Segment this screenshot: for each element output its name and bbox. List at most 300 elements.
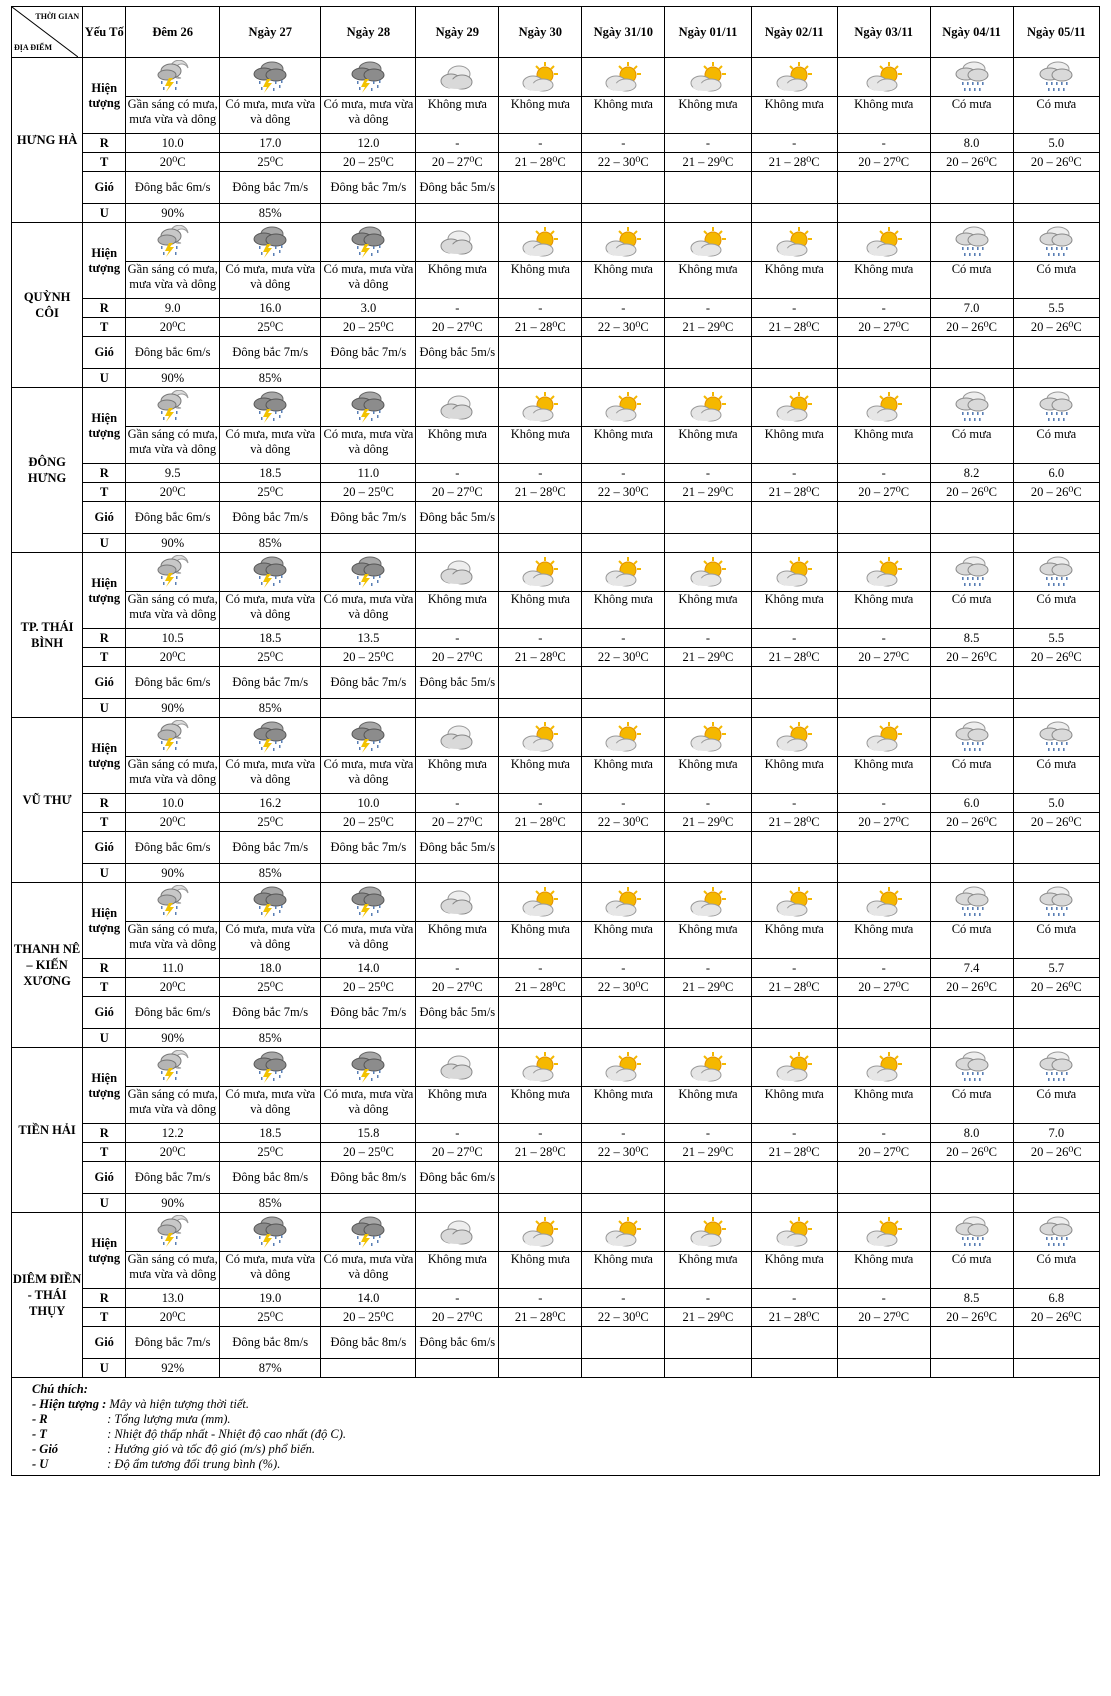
phenomenon-text: Có mưa	[1013, 757, 1099, 794]
thunderstorm-icon	[252, 1215, 288, 1249]
weather-icon-cell	[1013, 223, 1099, 262]
thunderstorm-icon	[350, 1215, 386, 1249]
rain-value: 17.0	[220, 134, 321, 153]
wind-value	[582, 172, 665, 204]
rain-value: -	[499, 794, 582, 813]
wind-value	[751, 667, 837, 699]
weather-icon-cell	[416, 1048, 499, 1087]
wind-value	[665, 172, 751, 204]
humidity-value	[582, 699, 665, 718]
day-header: Ngày 03/11	[837, 7, 930, 58]
phenomenon-text: Có mưa	[1013, 97, 1099, 134]
hien-text-row	[12, 262, 1100, 299]
row-label-u: U	[83, 369, 126, 388]
thunderstorm-icon	[350, 555, 386, 589]
temperature-value: 20 – 27⁰C	[837, 813, 930, 832]
temperature-value: 21 – 28⁰C	[751, 648, 837, 667]
temperature-value: 25⁰C	[220, 1308, 321, 1327]
note-key: - Hiện tượng :	[32, 1397, 107, 1411]
rain-row	[12, 794, 1100, 813]
row-label-u: U	[83, 204, 126, 223]
wind-value	[665, 667, 751, 699]
rain-icon	[1038, 555, 1074, 589]
phenomenon-text: Không mưa	[751, 1087, 837, 1124]
temperature-value: 25⁰C	[220, 648, 321, 667]
row-label-r: R	[83, 959, 126, 978]
header-row	[12, 7, 1100, 58]
row-label-r: R	[83, 464, 126, 483]
night-thunderstorm-icon	[155, 720, 191, 754]
rain-value: 8.5	[930, 629, 1013, 648]
temperature-value: 20 – 26⁰C	[1013, 1308, 1099, 1327]
temperature-value: 20 – 26⁰C	[1013, 483, 1099, 502]
wind-value: Đông bắc 6m/s	[126, 997, 220, 1029]
humidity-value	[665, 699, 751, 718]
row-label-hien: Hiện tượng	[83, 718, 126, 794]
note-value: : Nhiệt độ thấp nhất - Nhiệt độ cao nhất (độ C).	[107, 1427, 346, 1441]
phenomenon-text: Không mưa	[499, 97, 582, 134]
temperature-row	[12, 1143, 1100, 1162]
rain-value: 10.5	[126, 629, 220, 648]
rain-value: -	[665, 464, 751, 483]
temperature-value: 21 – 29⁰C	[665, 1308, 751, 1327]
wind-value	[751, 502, 837, 534]
note-value: Mây và hiện tượng thời tiết.	[109, 1397, 249, 1411]
temperature-value: 20 – 26⁰C	[930, 648, 1013, 667]
weather-icon-cell	[499, 883, 582, 922]
phenomenon-text: Không mưa	[416, 592, 499, 629]
wind-value	[499, 1162, 582, 1194]
row-label-hien: Hiện tượng	[83, 1213, 126, 1289]
rain-value: -	[416, 794, 499, 813]
rain-value: 11.0	[126, 959, 220, 978]
rain-value: 18.5	[220, 464, 321, 483]
humidity-value: 90%	[126, 864, 220, 883]
rain-icon	[1038, 1215, 1074, 1249]
temperature-value: 25⁰C	[220, 978, 321, 997]
row-label-r: R	[83, 1289, 126, 1308]
wind-value	[499, 1327, 582, 1359]
wind-value: Đông bắc 7m/s	[220, 997, 321, 1029]
phenomenon-text: Không mưa	[582, 757, 665, 794]
phenomenon-text: Có mưa, mưa vừa và dông	[321, 922, 416, 959]
wind-value	[1013, 1162, 1099, 1194]
weather-icon-cell	[321, 58, 416, 97]
rain-icon	[954, 885, 990, 919]
rain-value: 12.0	[321, 134, 416, 153]
humidity-value: 85%	[220, 369, 321, 388]
phenomenon-text: Có mưa, mưa vừa và dông	[321, 757, 416, 794]
note-key: - U	[32, 1457, 49, 1471]
thunderstorm-icon	[252, 225, 288, 259]
rain-value: -	[837, 1289, 930, 1308]
temperature-value: 25⁰C	[220, 813, 321, 832]
rain-value: 6.0	[1013, 464, 1099, 483]
temperature-value: 20 – 27⁰C	[837, 153, 930, 172]
icon-row	[12, 718, 1100, 757]
day-header: Đêm 26	[126, 7, 220, 58]
night-thunderstorm-icon	[155, 885, 191, 919]
humidity-value	[751, 1029, 837, 1048]
temperature-row	[12, 648, 1100, 667]
phenomenon-text: Gần sáng có mưa, mưa vừa và dông	[126, 1252, 220, 1289]
wind-value: Đông bắc 7m/s	[220, 337, 321, 369]
humidity-value	[665, 369, 751, 388]
temperature-value: 21 – 29⁰C	[665, 978, 751, 997]
weather-icon-cell	[499, 223, 582, 262]
wind-value	[837, 337, 930, 369]
thunderstorm-icon	[252, 885, 288, 919]
humidity-value	[582, 864, 665, 883]
temperature-value: 20 – 25⁰C	[321, 1308, 416, 1327]
row-label-u: U	[83, 534, 126, 553]
weather-icon-cell	[499, 1213, 582, 1252]
temperature-value: 20⁰C	[126, 1308, 220, 1327]
sunny-cloud-icon	[689, 556, 727, 588]
temperature-value: 22 – 30⁰C	[582, 978, 665, 997]
phenomenon-text: Có mưa	[1013, 922, 1099, 959]
wind-value: Đông bắc 5m/s	[416, 997, 499, 1029]
humidity-row	[12, 1194, 1100, 1213]
hien-text-row	[12, 97, 1100, 134]
rain-value: -	[665, 629, 751, 648]
rain-value: -	[499, 134, 582, 153]
temperature-value: 20 – 27⁰C	[837, 1143, 930, 1162]
weather-icon-cell	[665, 1048, 751, 1087]
humidity-value	[665, 204, 751, 223]
phenomenon-text: Có mưa, mưa vừa và dông	[321, 1087, 416, 1124]
day-header: Ngày 30	[499, 7, 582, 58]
cloudy-icon	[439, 227, 475, 257]
humidity-value	[1013, 534, 1099, 553]
phenomenon-text: Có mưa	[1013, 427, 1099, 464]
rain-value: 5.0	[1013, 794, 1099, 813]
row-label-gio: Gió	[83, 997, 126, 1029]
phenomenon-text: Có mưa	[930, 1252, 1013, 1289]
phenomenon-text: Không mưa	[665, 592, 751, 629]
wind-value	[582, 667, 665, 699]
temperature-value: 20 – 27⁰C	[837, 648, 930, 667]
rain-value: -	[582, 1289, 665, 1308]
temperature-value: 20 – 26⁰C	[930, 1308, 1013, 1327]
day-header: Ngày 05/11	[1013, 7, 1099, 58]
temperature-value: 21 – 28⁰C	[751, 978, 837, 997]
temperature-value: 20 – 26⁰C	[930, 813, 1013, 832]
humidity-value	[1013, 369, 1099, 388]
rain-value: -	[837, 959, 930, 978]
wind-value	[837, 832, 930, 864]
rain-value: 3.0	[321, 299, 416, 318]
humidity-value	[930, 699, 1013, 718]
forecast-body	[12, 58, 1100, 1378]
sunny-cloud-icon	[775, 721, 813, 753]
temperature-value: 21 – 28⁰C	[751, 1308, 837, 1327]
humidity-value	[930, 1029, 1013, 1048]
row-label-gio: Gió	[83, 172, 126, 204]
temperature-value: 20 – 27⁰C	[416, 1308, 499, 1327]
humidity-value	[321, 1194, 416, 1213]
rain-row	[12, 1289, 1100, 1308]
icon-row	[12, 388, 1100, 427]
rain-value: -	[582, 959, 665, 978]
weather-icon-cell	[1013, 58, 1099, 97]
wind-value	[930, 832, 1013, 864]
night-thunderstorm-icon	[155, 1050, 191, 1084]
thunderstorm-icon	[350, 720, 386, 754]
temperature-value: 20 – 25⁰C	[321, 648, 416, 667]
weather-icon-cell	[837, 58, 930, 97]
phenomenon-text: Không mưa	[751, 1252, 837, 1289]
wind-value	[1013, 832, 1099, 864]
wind-value: Đông bắc 7m/s	[321, 337, 416, 369]
humidity-value	[751, 204, 837, 223]
thunderstorm-icon	[350, 60, 386, 94]
wind-value	[837, 667, 930, 699]
phenomenon-text: Không mưa	[416, 262, 499, 299]
notes-list	[32, 1397, 1089, 1472]
icon-row	[12, 1213, 1100, 1252]
weather-icon-cell	[126, 388, 220, 427]
temperature-value: 20⁰C	[126, 153, 220, 172]
thunderstorm-icon	[252, 60, 288, 94]
temperature-value: 20 – 26⁰C	[930, 1143, 1013, 1162]
sunny-cloud-icon	[865, 226, 903, 258]
phenomenon-text: Có mưa	[1013, 1252, 1099, 1289]
location-name: VŨ THƯ	[12, 718, 83, 883]
humidity-value	[751, 1194, 837, 1213]
wind-value: Đông bắc 7m/s	[321, 997, 416, 1029]
rain-value: 16.0	[220, 299, 321, 318]
weather-icon-cell	[126, 553, 220, 592]
temperature-row	[12, 483, 1100, 502]
temperature-value: 20 – 26⁰C	[1013, 648, 1099, 667]
row-label-gio: Gió	[83, 1327, 126, 1359]
sunny-cloud-icon	[689, 721, 727, 753]
temperature-value: 20 – 25⁰C	[321, 1143, 416, 1162]
weather-icon-cell	[416, 883, 499, 922]
temperature-value: 21 – 29⁰C	[665, 483, 751, 502]
humidity-value: 90%	[126, 204, 220, 223]
sunny-cloud-icon	[775, 1216, 813, 1248]
humidity-value	[499, 864, 582, 883]
night-thunderstorm-icon	[155, 60, 191, 94]
wind-value	[582, 337, 665, 369]
day-header: Ngày 04/11	[930, 7, 1013, 58]
rain-value: 11.0	[321, 464, 416, 483]
row-label-t: T	[83, 978, 126, 997]
phenomenon-text: Không mưa	[751, 757, 837, 794]
rain-value: -	[837, 299, 930, 318]
weather-icon-cell	[665, 718, 751, 757]
wind-value: Đông bắc 5m/s	[416, 172, 499, 204]
rain-value: 6.0	[930, 794, 1013, 813]
humidity-value	[582, 369, 665, 388]
humidity-value	[321, 1359, 416, 1378]
rain-value: -	[837, 134, 930, 153]
temperature-value: 25⁰C	[220, 318, 321, 337]
weather-icon-cell	[220, 1213, 321, 1252]
wind-value	[665, 1162, 751, 1194]
wind-value: Đông bắc 6m/s	[126, 172, 220, 204]
rain-value: -	[751, 464, 837, 483]
phenomenon-text: Không mưa	[416, 1252, 499, 1289]
rain-value: 10.0	[126, 134, 220, 153]
cloudy-icon	[439, 887, 475, 917]
rain-row	[12, 1124, 1100, 1143]
weather-icon-cell	[837, 553, 930, 592]
night-thunderstorm-icon	[155, 225, 191, 259]
rain-value: -	[499, 959, 582, 978]
icon-row	[12, 1048, 1100, 1087]
rain-value: -	[837, 464, 930, 483]
row-label-r: R	[83, 629, 126, 648]
weather-icon-cell	[126, 1048, 220, 1087]
sunny-cloud-icon	[689, 886, 727, 918]
wind-value	[499, 502, 582, 534]
weather-icon-cell	[1013, 718, 1099, 757]
note-item	[32, 1457, 1089, 1472]
temperature-value: 21 – 28⁰C	[751, 483, 837, 502]
wind-value: Đông bắc 7m/s	[220, 502, 321, 534]
humidity-value	[582, 204, 665, 223]
sunny-cloud-icon	[604, 391, 642, 423]
humidity-value	[665, 534, 751, 553]
row-label-u: U	[83, 1029, 126, 1048]
phenomenon-text: Không mưa	[837, 922, 930, 959]
humidity-row	[12, 534, 1100, 553]
humidity-value: 90%	[126, 699, 220, 718]
phenomenon-text: Gần sáng có mưa, mưa vừa và dông	[126, 97, 220, 134]
phenomenon-text: Gần sáng có mưa, mưa vừa và dông	[126, 1087, 220, 1124]
phenomenon-text: Không mưa	[582, 922, 665, 959]
rain-value: 10.0	[321, 794, 416, 813]
weather-icon-cell	[751, 388, 837, 427]
sunny-cloud-icon	[865, 61, 903, 93]
temperature-value: 20⁰C	[126, 813, 220, 832]
weather-icon-cell	[499, 58, 582, 97]
rain-icon	[1038, 60, 1074, 94]
weather-icon-cell	[416, 388, 499, 427]
rain-icon	[954, 1050, 990, 1084]
sunny-cloud-icon	[775, 391, 813, 423]
temperature-value: 21 – 28⁰C	[751, 153, 837, 172]
wind-value	[665, 337, 751, 369]
temperature-value: 20 – 27⁰C	[837, 483, 930, 502]
sunny-cloud-icon	[604, 1216, 642, 1248]
wind-value: Đông bắc 5m/s	[416, 832, 499, 864]
phenomenon-text: Không mưa	[499, 1252, 582, 1289]
humidity-value: 85%	[220, 1194, 321, 1213]
thunderstorm-icon	[350, 390, 386, 424]
cloudy-icon	[439, 722, 475, 752]
hien-text-row	[12, 592, 1100, 629]
humidity-value	[837, 864, 930, 883]
wind-value	[930, 172, 1013, 204]
phenomenon-text: Không mưa	[416, 922, 499, 959]
rain-value: 9.5	[126, 464, 220, 483]
sunny-cloud-icon	[521, 391, 559, 423]
wind-value: Đông bắc 6m/s	[126, 832, 220, 864]
rain-value: 8.5	[930, 1289, 1013, 1308]
humidity-value	[751, 369, 837, 388]
rain-value: -	[499, 299, 582, 318]
humidity-value: 90%	[126, 1029, 220, 1048]
humidity-value	[665, 1029, 751, 1048]
wind-value	[751, 337, 837, 369]
weather-icon-cell	[220, 1048, 321, 1087]
rain-value: 14.0	[321, 1289, 416, 1308]
wind-value: Đông bắc 7m/s	[220, 172, 321, 204]
wind-value	[1013, 667, 1099, 699]
rain-value: -	[416, 629, 499, 648]
temperature-value: 22 – 30⁰C	[582, 153, 665, 172]
icon-row	[12, 223, 1100, 262]
row-label-r: R	[83, 794, 126, 813]
wind-value	[837, 172, 930, 204]
row-label-t: T	[83, 813, 126, 832]
temperature-value: 20 – 27⁰C	[837, 318, 930, 337]
rain-value: -	[751, 1289, 837, 1308]
rain-value: -	[751, 134, 837, 153]
temperature-value: 20 – 26⁰C	[930, 153, 1013, 172]
note-item	[32, 1442, 1089, 1457]
rain-icon	[954, 60, 990, 94]
wind-value	[837, 1162, 930, 1194]
weather-icon-cell	[582, 718, 665, 757]
weather-icon-cell	[582, 1213, 665, 1252]
rain-icon	[1038, 720, 1074, 754]
weather-icon-cell	[416, 1213, 499, 1252]
rain-value: -	[665, 1289, 751, 1308]
humidity-value	[751, 699, 837, 718]
wind-value	[751, 997, 837, 1029]
day-header: Ngày 01/11	[665, 7, 751, 58]
rain-row	[12, 299, 1100, 318]
humidity-row	[12, 864, 1100, 883]
weather-icon-cell	[837, 223, 930, 262]
humidity-value	[499, 369, 582, 388]
rain-value: -	[837, 1124, 930, 1143]
sunny-cloud-icon	[865, 556, 903, 588]
note-item	[32, 1412, 1089, 1427]
wind-value: Đông bắc 5m/s	[416, 337, 499, 369]
temperature-value: 21 – 28⁰C	[499, 483, 582, 502]
sunny-cloud-icon	[689, 391, 727, 423]
sunny-cloud-icon	[521, 1051, 559, 1083]
rain-value: -	[582, 134, 665, 153]
phenomenon-text: Có mưa	[930, 922, 1013, 959]
weather-icon-cell	[321, 388, 416, 427]
temperature-value: 20 – 26⁰C	[930, 318, 1013, 337]
wind-value	[751, 172, 837, 204]
sunny-cloud-icon	[604, 886, 642, 918]
row-label-r: R	[83, 134, 126, 153]
hien-text-row	[12, 1087, 1100, 1124]
weather-icon-cell	[930, 718, 1013, 757]
rain-icon	[954, 720, 990, 754]
wind-value: Đông bắc 6m/s	[416, 1162, 499, 1194]
temperature-value: 20 – 26⁰C	[1013, 1143, 1099, 1162]
rain-icon	[1038, 885, 1074, 919]
humidity-value	[837, 1359, 930, 1378]
wind-row	[12, 172, 1100, 204]
rain-value: -	[665, 1124, 751, 1143]
sunny-cloud-icon	[604, 721, 642, 753]
rain-row	[12, 464, 1100, 483]
temperature-value: 20 – 25⁰C	[321, 978, 416, 997]
weather-icon-cell	[930, 883, 1013, 922]
corner-cell	[12, 7, 83, 58]
